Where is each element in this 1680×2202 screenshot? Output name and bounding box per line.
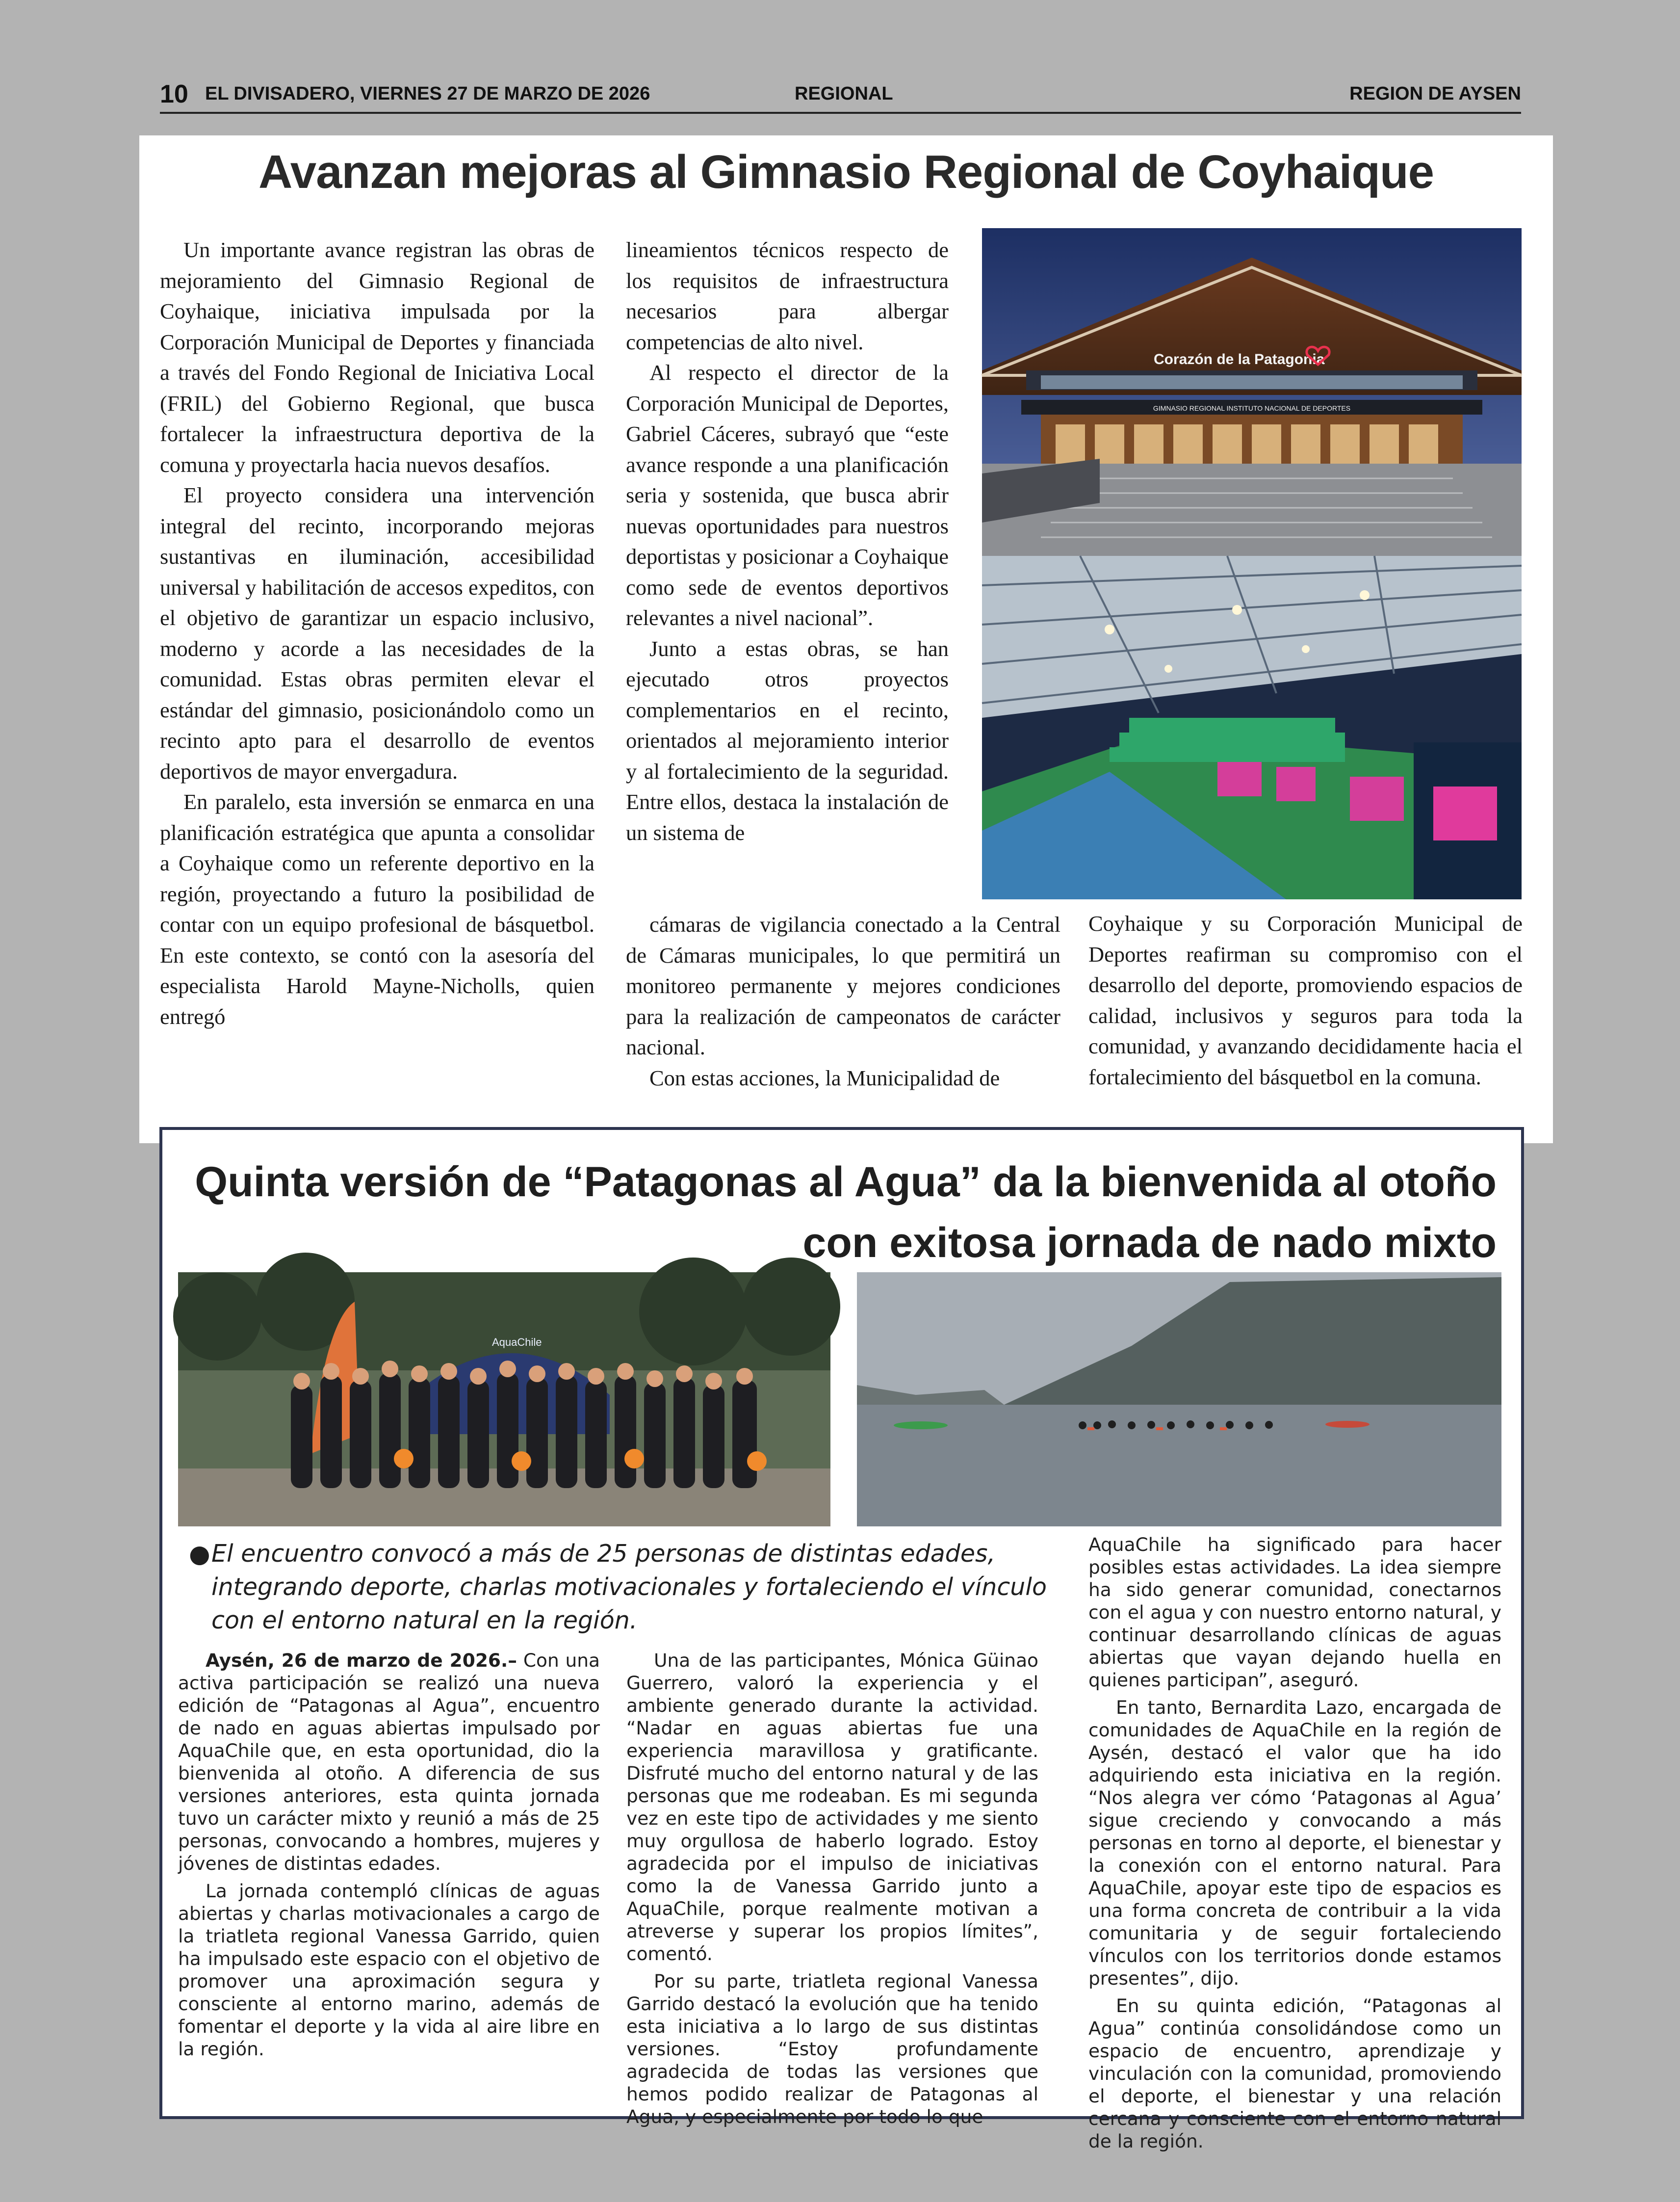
title-line-2: con exitosa jornada de nado mixto — [802, 1219, 1497, 1266]
gym-interior-photo — [982, 556, 1522, 899]
paragraph: AquaChile ha significado para hacer posibles estas actividades. La idea siempre ha sido generar comunidad, conectarnos con el agua y con nuestro entorno natural, y continuar desarrollando clínicas de aguas abiertas que vayan dejando huella en quienes participan”, aseguró. — [1088, 1534, 1501, 1691]
gym-exterior-illustration — [982, 228, 1522, 556]
section-name: REGIONAL — [795, 83, 893, 104]
article-patagonas-title — [182, 1152, 1497, 1273]
swimmers-lake-photo — [857, 1272, 1501, 1526]
paragraph: Junto a estas obras, se han ejecutado otros proyectos complementarios en el recinto, orientados al mejoramiento interior y al fortalecimiento de la seguridad. Entre ellos, destaca la instalación de un sistema de — [626, 636, 949, 845]
bullet-icon: ● — [189, 1540, 210, 1568]
paragraph: Al respecto el director de la Corporación Municipal de Deportes, Gabriel Cáceres, subrayó que “este avance responde a una planificación seria y sostenida, que busca abrir nuevas oportunidades para nuestros deportistas y posicionar a Coyhaique como sede de eventos deportivos relevantes a nivel nacional”. — [626, 360, 949, 630]
paragraph: Con estas acciones, la Municipalidad de — [649, 1065, 1000, 1090]
tent-brand-text: AquaChile — [492, 1336, 542, 1348]
swimmers-group-illustration — [178, 1272, 830, 1526]
article-patagonas-subtitle — [186, 1537, 1080, 1637]
subtitle-text: El encuentro convocó a más de 25 personas de distintas edades, integrando deporte, charlas motivacionales y fortaleciendo el vínculo con el entorno natural en la región. — [211, 1540, 1047, 1634]
paragraph: Una de las participantes, Mónica Güinao Guerrero, valoró la experiencia y el ambiente generado durante la actividad. “Nadar en aguas abiertas fue una experiencia maravillosa y gratificante. Disfruté mucho del entorno natural y de las personas que me rodeaban. Es mi segunda vez en este tipo de actividades y me siento muy orgullosa de haberlo logrado. Estoy agradecida por el impulso de iniciativas como la de Vanessa Garrido junto a AquaChile, porque realmente motivan a atreverse y superar los propios límites”, comentó. — [626, 1650, 1038, 1965]
title-line-1: Quinta versión de “Patagonas al Agua” da la bienvenida al otoño — [195, 1158, 1497, 1206]
region-name: REGION DE AYSEN — [1349, 83, 1521, 104]
paragraph: La jornada contempló clínicas de aguas abiertas y charlas motivacionales a cargo de la triatleta regional Vanessa Garrido, quien ha impulsado este espacio con el objetivo de promover una aproximación segura y consciente al entorno marino, además de fomentar el deporte y la vida al aire libre en la región. — [178, 1880, 600, 2060]
article-patagonas-column-3 — [1088, 1533, 1501, 2152]
paragraph: Un importante avance registran las obras de mejoramiento del Gimnasio Regional de Coyhaique, iniciativa impulsada por la Corporación Municipal de Deportes y financiada a través del Fondo Regional de Iniciativa Local (FRIL) del Gobierno Regional, que busca fortalecer la infraestructura deportiva de la comuna y proyectarla hacia nuevos desafíos. — [160, 237, 594, 477]
article-gimnasio-column-3 — [1088, 908, 1523, 1134]
gym-interior-illustration — [982, 556, 1522, 899]
article-gimnasio — [139, 135, 1553, 1143]
article-patagonas — [159, 1127, 1524, 2152]
paragraph: El proyecto considera una intervención integral del recinto, incorporando mejoras sustantivas en iluminación, accesibilidad universal y habilitación de accesos expeditos, con el objetivo de garantizar un espacio inclusivo, moderno y acorde a las necesidades de la comunidad. Estas obras permiten elevar el estándar del gimnasio, posicionándolo como un recinto apto para el desarrollo de eventos deportivos de mayor envergadura. — [160, 483, 595, 784]
article-patagonas-column-1 — [178, 1649, 600, 2100]
gym-exterior-photo — [982, 228, 1522, 556]
publication-dateline: EL DIVISADERO, VIERNES 27 DE MARZO DE 2026 — [205, 83, 650, 104]
article-gimnasio-column-1 — [160, 235, 594, 1132]
paragraph: lineamientos técnicos respecto de los requisitos de infraestructura necesarios para albergar competencias de alto nivel. — [626, 237, 949, 354]
paragraph — [178, 1649, 600, 1875]
dateline: Aysén, 26 de marzo de 2026.– — [206, 1650, 517, 1671]
swimmers-group-photo — [178, 1272, 830, 1526]
page-number: 10 — [160, 80, 188, 108]
paragraph: cámaras de vigilancia conectado a la Central de Cámaras municipales, lo que permitirá un monitoreo permanente y mejores condiciones para la realización de campeonatos de carácter nacional. — [626, 912, 1060, 1059]
paragraph: En tanto, Bernardita Lazo, encargada de comunidades de AquaChile en la región de Aysén, destacó el valor que ha ido adquiriendo esta iniciativa en la región. “Nos alegra ver cómo ‘Patagonas al Agua’ sigue creciendo y convocando a más personas en torno al deporte, el bienestar y la conexión con el entorno natural. Para AquaChile, apoyar este tipo de espacios es una forma concreta de contribuir a la vida comunitaria y de seguir fortaleciendo vínculos con los territorios donde estamos presentes”, dijo. — [1088, 1697, 1501, 1989]
article-gimnasio-title: Avanzan mejoras al Gimnasio Regional de Coyhaique — [258, 146, 1434, 198]
page-header — [160, 79, 1521, 112]
photo-facade-text: GIMNASIO REGIONAL INSTITUTO NACIONAL DE DEPORTES — [1153, 404, 1351, 412]
photo-sign-text: Corazón de la Patagonia — [1154, 351, 1325, 367]
paragraph-text: Con una activa participación se realizó una nueva edición de “Patagonas al Agua”, encuentro de nado en aguas abiertas impulsado por AquaChile que, en esta oportunidad, dio la bienvenida al otoño. A diferencia de sus versiones anteriores, esta quinta jornada tuvo un carácter mixto y reunió a más de 25 personas, convocando a hombres, mujeres y jóvenes de distintas edades. — [178, 1650, 600, 1874]
header-rule — [160, 112, 1521, 114]
paragraph: En su quinta edición, “Patagonas al Agua” continúa consolidándose como un espacio de encuentro, aprendizaje y vinculación con la comunidad, promoviendo el deporte, el bienestar y una relación cercana y consciente con el entorno natural de la región. — [1088, 1995, 1501, 2152]
swimmers-lake-illustration — [857, 1272, 1501, 1526]
article-gimnasio-column-2-wide — [626, 909, 1060, 1130]
paragraph: Por su parte, triatleta regional Vanessa Garrido destacó la evolución que ha tenido esta iniciativa a lo largo de sus distintas versiones. “Estoy profundamente agradecida de todas las versiones que hemos podido realizar de Patagonas al Agua, y especialmente por todo lo que — [626, 1970, 1038, 2127]
article-patagonas-column-2 — [626, 1649, 1038, 2127]
paragraph: Coyhaique y su Corporación Municipal de Deportes reafirman su compromiso con el desarrollo del deporte, promoviendo espacios de calidad, inclusivos y seguros para toda la comunidad, y avanzando decididamente hacia el fortalecimiento del básquetbol en la comuna. — [1088, 911, 1523, 1089]
paragraph: En paralelo, esta inversión se enmarca en una planificación estratégica que apunta a consolidar a Coyhaique como un referente deportivo en la región, proyectando a futuro la posibilidad de contar con un equipo profesional de básquetbol. En este contexto, se contó con la asesoría del especialista Harold Mayne-Nicholls, quien entregó — [160, 789, 594, 1029]
